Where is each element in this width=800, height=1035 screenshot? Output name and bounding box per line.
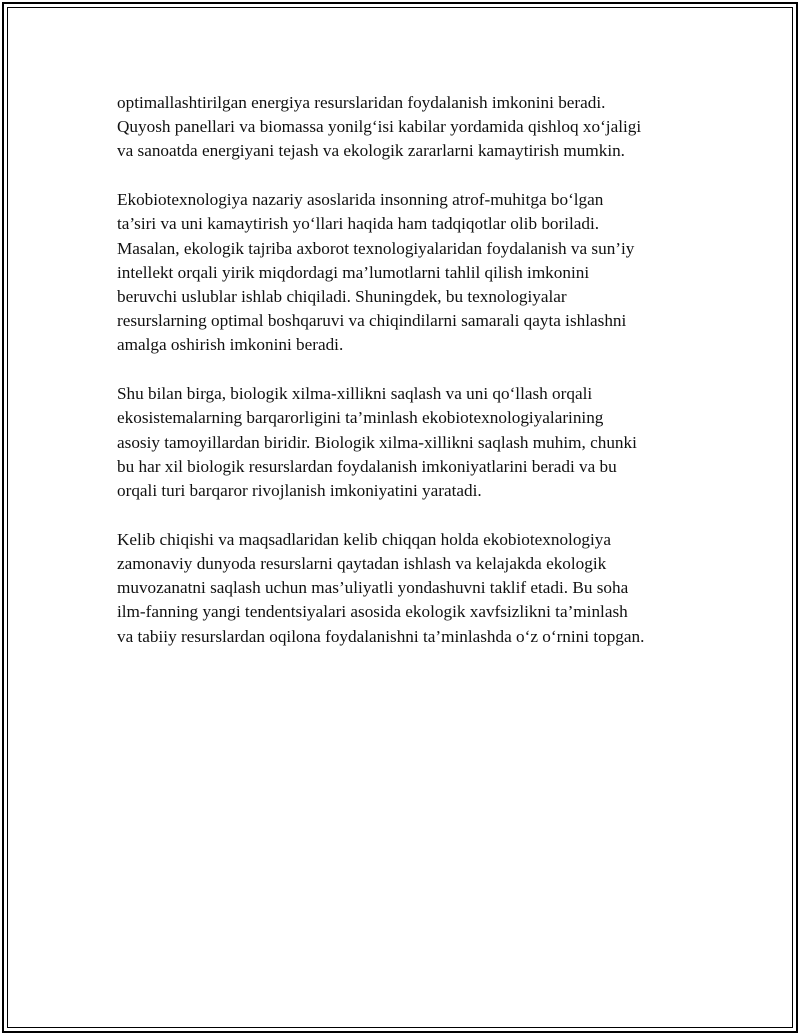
text-line: Kelib chiqishi va maqsadlaridan kelib chiqqan holda ekobiotexnologiya	[117, 529, 612, 549]
text-line: intellekt orqali yirik miqdordagi ma’lumotlarni tahlil qilish imkonini	[117, 262, 590, 282]
text-line: optimallashtirilgan energiya resurslaridan foydalanish imkonini beradi.	[117, 93, 606, 112]
text-line: bu har xil biologik resurslardan foydalanish imkoniyatlarini beradi va bu	[117, 456, 617, 476]
paragraph-3	[117, 382, 697, 503]
text-line: Quyosh panellari va biomassa yonilg‘isi kabilar yordamida qishloq xo‘jaligi	[117, 117, 642, 137]
text-line: muvozanatni saqlash uchun mas’uliyatli yondashuvni taklif etadi. Bu soha	[117, 578, 629, 598]
text-line: beruvchi uslublar ishlab chiqiladi. Shuningdek, bu texnologiyalar	[117, 287, 567, 307]
text-line: ta’siri va uni kamaytirish yo‘llari haqida ham tadqiqotlar olib boriladi.	[117, 214, 600, 234]
text-line: amalga oshirish imkonini beradi.	[117, 335, 344, 355]
document-body	[117, 91, 697, 673]
text-line: ekosistemalarning barqarorligini ta’minlash ekobiotexnologiyalarining	[117, 408, 604, 428]
text-line: va sanoatda energiyani tejash va ekologik zararlarni kamaytirish mumkin.	[117, 141, 625, 161]
text-line: zamonaviy dunyoda resurslarni qaytadan ishlash va kelajakda ekologik	[117, 554, 607, 574]
text-line: Shu bilan birga, biologik xilma-xillikni saqlash va uni qo‘llash orqali	[117, 384, 593, 404]
text-line: Ekobiotexnologiya nazariy asoslarida insonning atrof-muhitga bo‘lgan	[117, 190, 604, 210]
text-line: Masalan, ekologik tajriba axborot texnologiyalaridan foydalanish va sun’iy	[117, 238, 635, 258]
text-line: resurslarning optimal boshqaruvi va chiqindilarni samarali qayta ishlashni	[117, 311, 627, 331]
text-line: va tabiiy resurslardan oqilona foydalanishni ta’minlashda o‘z o‘rnini topgan.	[117, 626, 645, 646]
text-line: orqali turi barqaror rivojlanish imkoniyatini yaratadi.	[117, 481, 482, 501]
paragraph-4	[117, 528, 697, 649]
paragraph-2	[117, 188, 697, 357]
text-line: asosiy tamoyillardan biridir. Biologik xilma-xillikni saqlash muhim, chunki	[117, 432, 637, 452]
paragraph-1	[117, 91, 697, 164]
text-line: ilm-fanning yangi tendentsiyalari asosida ekologik xavfsizlikni ta’minlash	[117, 602, 628, 622]
